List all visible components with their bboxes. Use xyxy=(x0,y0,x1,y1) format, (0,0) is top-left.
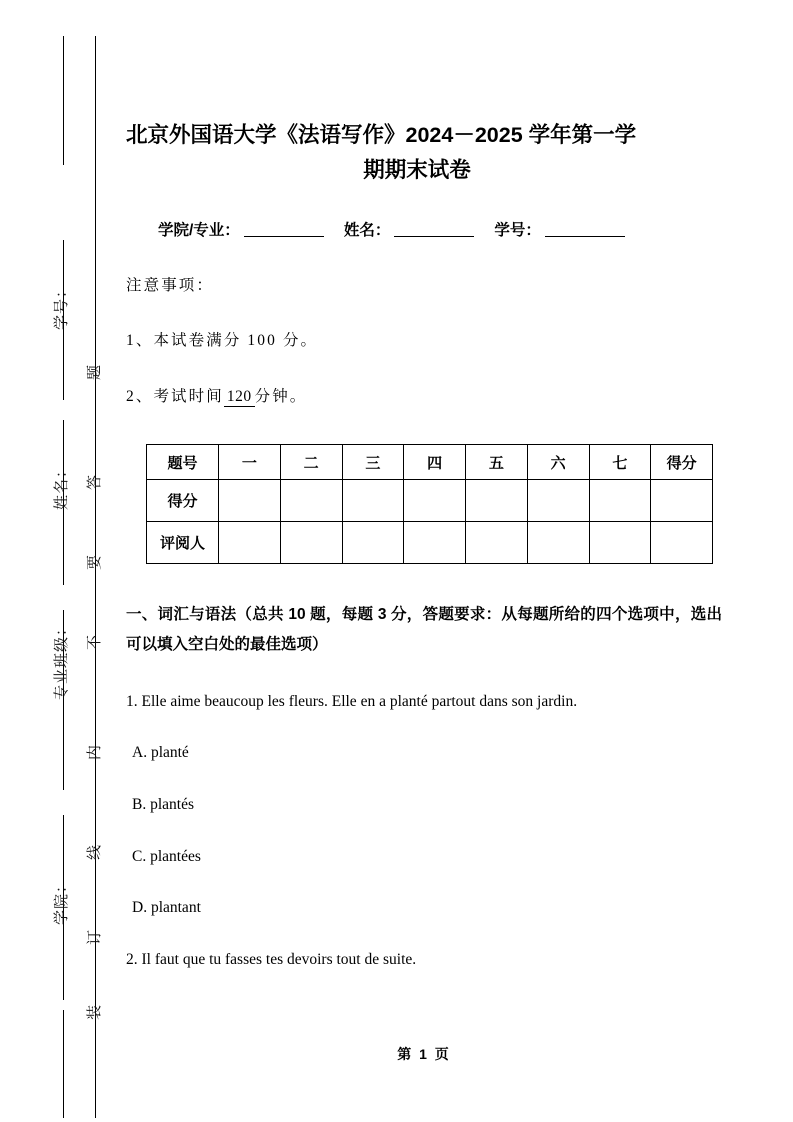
seal-phrase-char-5: 线 xyxy=(87,844,103,860)
seal-phrase-char-0: 题 xyxy=(87,364,103,380)
score-table-row xyxy=(147,480,713,522)
note-item-2 xyxy=(126,389,722,405)
page-number-label: 第 1 页 xyxy=(397,1046,451,1062)
question-stem-2: 2. Il faut que tu fasses tes devoirs tout de suite. xyxy=(126,951,417,969)
score-table-header-cell-4: 四 xyxy=(404,445,466,480)
score-table xyxy=(146,444,713,564)
notes-title: 注意事项： xyxy=(126,276,215,294)
score-table-cell-r1-c3[interactable] xyxy=(404,522,466,564)
seal-label-1: 姓名： xyxy=(54,461,70,510)
question-1-option-3[interactable]: D. plantant xyxy=(132,899,201,917)
score-table-cell-r1-c4[interactable] xyxy=(466,522,528,564)
score-table-row-label-0: 得分 xyxy=(147,480,219,522)
score-table-cell-r0-c7[interactable] xyxy=(651,480,713,522)
score-table-cell-r0-c1[interactable] xyxy=(280,480,342,522)
score-table-header-cell-2: 二 xyxy=(280,445,342,480)
score-table-cell-r0-c2[interactable] xyxy=(342,480,404,522)
section-heading: 一、词汇与语法（总共 10 题，每题 3 分，答题要求：从每题所给的四个选项中，选出可以填入空白处的最佳选项） xyxy=(126,606,722,654)
score-table-header-cell-3: 三 xyxy=(342,445,404,480)
page-title-line-1: 北京外国语大学《法语写作》2024－2025 学年第一学 xyxy=(126,123,637,147)
seal-phrase-char-1: 答 xyxy=(87,474,103,490)
question-1-option-2[interactable]: C. plantées xyxy=(132,847,201,865)
score-table-header-cell-0: 题号 xyxy=(147,445,219,480)
seal-phrase-char-3: 不 xyxy=(87,634,103,650)
score-table-header-row xyxy=(147,445,713,480)
score-table-cell-r1-c1[interactable] xyxy=(280,522,342,564)
seal-outer-rule-0 xyxy=(63,36,64,165)
page-footer xyxy=(126,1044,722,1064)
seal-label-2: 专业班级： xyxy=(54,619,70,700)
document-body xyxy=(126,0,722,1122)
seal-margin xyxy=(0,0,120,1122)
seal-outer-rule-5 xyxy=(63,1010,64,1118)
score-table-header-cell-5: 五 xyxy=(466,445,528,480)
page-title-line-2: 期期末试卷 xyxy=(363,157,471,182)
name-label: 姓名： xyxy=(343,221,391,239)
score-table-cell-r1-c7[interactable] xyxy=(651,522,713,564)
seal-phrase-char-4: 内 xyxy=(87,744,103,760)
score-table-cell-r0-c5[interactable] xyxy=(527,480,589,522)
score-table-cell-r1-c5[interactable] xyxy=(527,522,589,564)
seal-label-3: 学院： xyxy=(54,876,70,925)
score-table-cell-r1-c6[interactable] xyxy=(589,522,651,564)
note-item-2-prefix: 2、考试时间 xyxy=(126,387,224,405)
score-table-cell-r0-c3[interactable] xyxy=(404,480,466,522)
score-table-header-cell-6: 六 xyxy=(527,445,589,480)
score-table-cell-r0-c4[interactable] xyxy=(466,480,528,522)
seal-phrase-char-2: 要 xyxy=(87,554,103,570)
college-major-label: 学院/专业： xyxy=(158,221,240,239)
student-info-row xyxy=(126,218,722,240)
college-major-blank[interactable] xyxy=(244,236,324,237)
score-table-cell-r0-c6[interactable] xyxy=(589,480,651,522)
note-item-1: 1、本试卷满分 100 分。 xyxy=(126,332,319,350)
seal-label-0: 学号： xyxy=(54,281,70,330)
score-table-row xyxy=(147,522,713,564)
page-title xyxy=(126,0,722,188)
seal-inner-vertical-rule xyxy=(95,36,96,1118)
note-item-2-suffix: 分钟。 xyxy=(254,387,308,405)
score-table-header-cell-1: 一 xyxy=(219,445,281,480)
question-list xyxy=(126,691,722,971)
seal-phrase-char-7: 装 xyxy=(87,1004,103,1020)
name-blank[interactable] xyxy=(394,236,474,237)
student-id-blank[interactable] xyxy=(545,236,625,237)
question-1-option-1[interactable]: B. plantés xyxy=(132,795,194,813)
student-id-label: 学号： xyxy=(494,221,541,239)
score-table-header-cell-7: 七 xyxy=(589,445,651,480)
score-table-cell-r1-c2[interactable] xyxy=(342,522,404,564)
exam-duration-value: 120 xyxy=(224,388,255,407)
score-table-row-label-1: 评阅人 xyxy=(147,522,219,564)
score-table-header-cell-8: 得分 xyxy=(651,445,713,480)
question-1-option-0[interactable]: A. planté xyxy=(132,744,189,762)
score-table-cell-r0-c0[interactable] xyxy=(219,480,281,522)
question-stem-1: 1. Elle aime beaucoup les fleurs. Elle en a planté partout dans son jardin. xyxy=(126,692,578,710)
seal-phrase-char-6: 订 xyxy=(87,929,103,945)
score-table-cell-r1-c0[interactable] xyxy=(219,522,281,564)
